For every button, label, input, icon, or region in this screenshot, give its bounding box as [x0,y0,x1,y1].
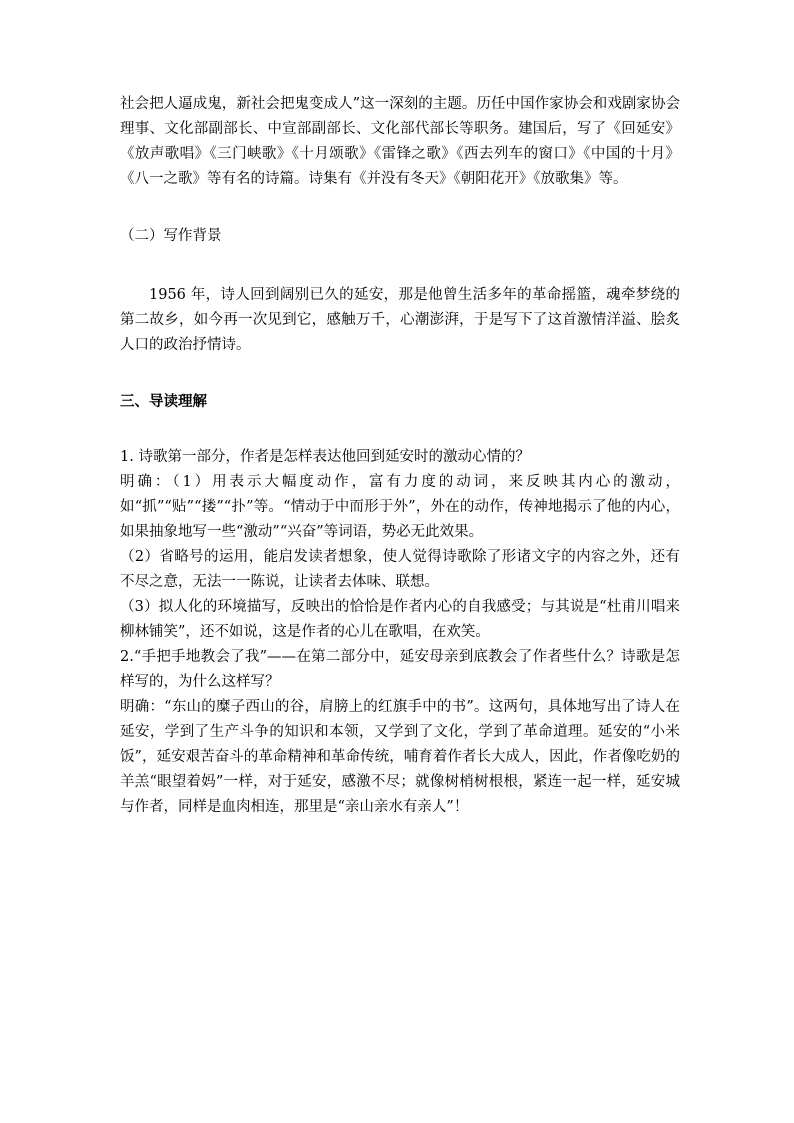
question-1: 1. 诗歌第一部分，作者是怎样表达他回到延安时的激动心情的？ [120,449,530,465]
intro-paragraph: 社会把人逼成鬼，新社会把鬼变成人”这一深刻的主题。历任中国作家协会和戏剧家协会理事、文化部副部长、中宣部副部长、文化部代部长等职务。建国后，写了《回延安》《放声歌唱》《三门峡歌》《十月颂歌》《雷锋之歌》《西去列车的窗口》《中国的十月》《八一之歌》等有名的诗篇。诗集有《并没有冬天》《朝阳花开》《放歌集》等。 [120,96,680,187]
answer-1-part-3: （3）拟人化的环境描写，反映出的恰恰是作者内心的自我感受；与其说是“杜甫川唱来柳林铺笑”，还不如说，这是作者的心儿在歌唱，在欢笑。 [120,599,680,640]
question-2: 2.“手把手地教会了我”——在第二部分中，延安母亲到底教会了作者些什么？诗歌是怎样写的，为什么这样写？ [120,649,680,690]
background-paragraph: 1956 年，诗人回到阔别已久的延安，那是他曾生活多年的革命摇篮，魂牵梦绕的第二故乡，如今再一次见到它，感触万千，心潮澎湃，于是写下了这首激情洋溢、脍炙人口的政治抒情诗。 [120,287,680,353]
answer-1-part-2: （2）省略号的运用，能启发读者想象，使人觉得诗歌除了形诸文字的内容之外，还有不尽之意，无法一一陈说，让读者去体味、联想。 [120,549,680,590]
answer-2: 明确：“东山的糜子西山的谷，肩膀上的红旗手中的书”。这两句，具体地写出了诗人在延安，学到了生产斗争的知识和本领，又学到了文化，学到了革命道理。延安的“小米饭”，延安艰苦奋斗的革命精神和革命传统，哺育着作者长大成人，因此，作者像吃奶的羊羔“眼望着妈”一样，对于延安，感激不尽；就像树梢树根根，紧连一起一样，延安城与作者，同样是血肉相连，那里是“亲山亲水有亲人”！ [120,699,680,815]
answer-1-part-1: 明确：（1）用表示大幅度动作，富有力度的动词，来反映其内心的激动，如“抓”“贴”“搂”“扑”等。“情动于中而形于外”，外在的动作，传神地揭示了他的内心，如果抽象地写一些“激动”“兴奋”等词语，势必无此效果。 [120,474,680,540]
document-body [120,92,680,820]
spacer [120,415,680,445]
spacer [120,249,680,283]
section-heading-guide: 三、导读理解 [120,394,207,410]
section-heading-background: （二）写作背景 [120,228,222,244]
spacer [120,358,680,390]
spacer [120,192,680,224]
